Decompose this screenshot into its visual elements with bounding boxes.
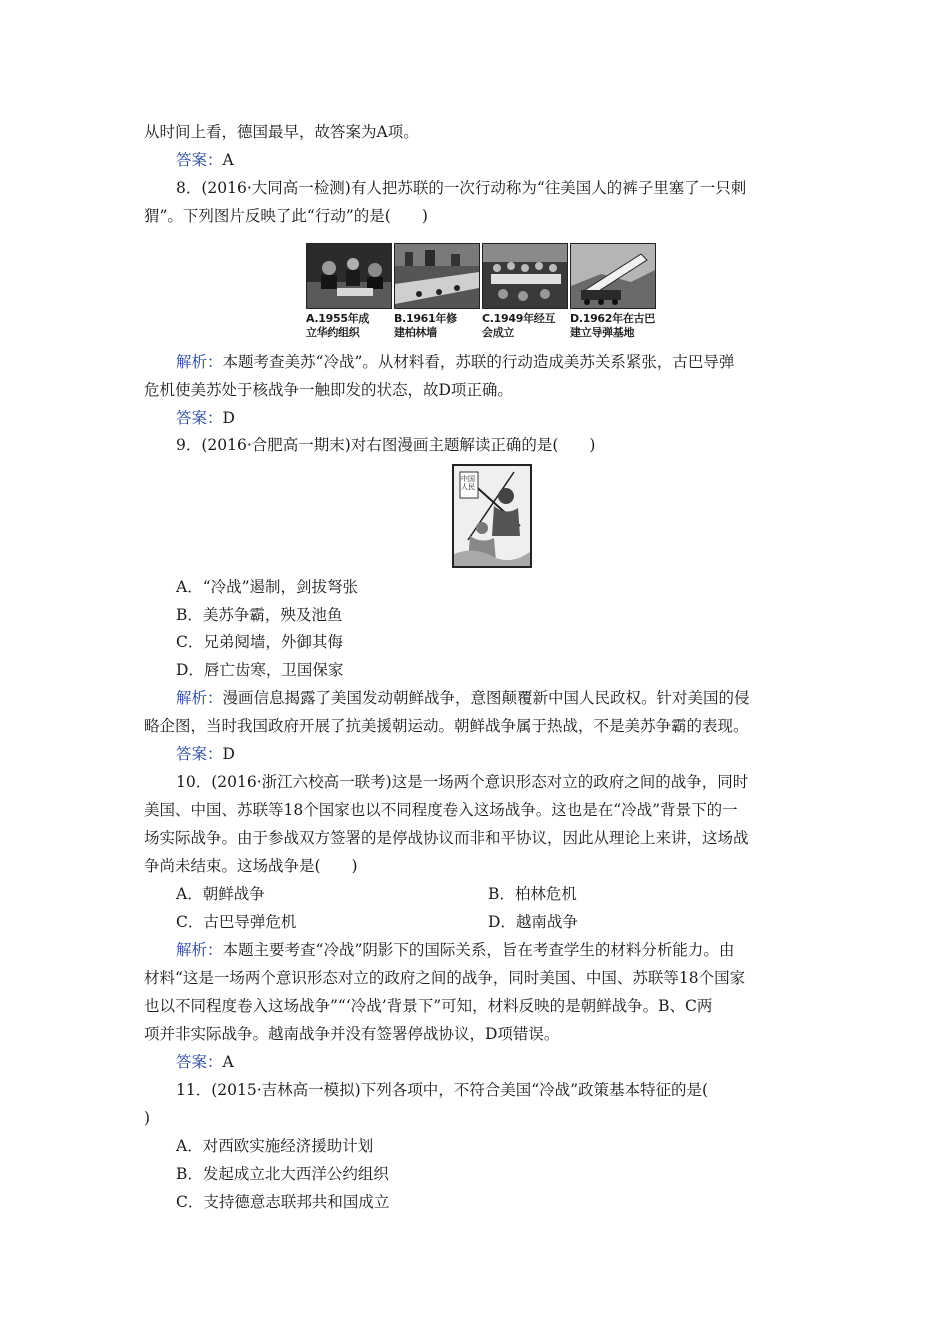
question-10-option-b: B．柏林危机 xyxy=(488,885,577,903)
answer-value: D xyxy=(222,745,235,763)
answer-label: 答案： xyxy=(176,1053,223,1071)
question-10-option-a: A．朝鲜战争 xyxy=(176,885,265,903)
photo-berlin-wall xyxy=(394,243,480,309)
explanation-8-line-1: 解析：本题考查美苏“冷战”。从材料看，苏联的行动造成美苏关系紧张，古巴导弹 xyxy=(176,353,735,371)
cartoon-label: 中国人民 xyxy=(461,475,475,491)
photo-missile-base xyxy=(570,243,656,309)
question-11-line-2: ) xyxy=(144,1109,151,1127)
photo-comecon xyxy=(482,243,568,309)
answer-value: D xyxy=(222,409,235,427)
figure-caption: D.1962年在古巴 建立导弹基地 xyxy=(570,312,655,339)
figure-b xyxy=(394,243,478,340)
explanation-10-line-4: 项并非实际战争。越南战争并没有签署停战协议，D项错误。 xyxy=(144,1025,560,1043)
question-10-option-d: D．越南战争 xyxy=(488,913,578,931)
explanation-label: 解析： xyxy=(176,689,223,707)
question-10-option-c: C．古巴导弹危机 xyxy=(176,913,297,931)
question-11-line-1: 11．(2015·吉林高一模拟)下列各项中，不符合美国“冷战”政策基本特征的是( xyxy=(176,1081,709,1099)
question-9-option-b: B．美苏争霸，殃及池鱼 xyxy=(176,606,343,624)
explanation-8-line-2: 危机使美苏处于核战争一触即发的状态，故D项正确。 xyxy=(144,381,513,399)
answer-9 xyxy=(176,744,235,764)
explanation-9-line-2: 略企图，当时我国政府开展了抗美援朝运动。朝鲜战争属于热战，不是美苏争霸的表现。 xyxy=(144,717,749,735)
answer-label: 答案： xyxy=(176,151,223,169)
question-10-line-3: 场实际战争。由于参战双方签署的是停战协议而非和平协议，因此从理论上来讲，这场战 xyxy=(144,829,749,847)
question-11-option-c: C．支持德意志联邦共和国成立 xyxy=(176,1193,390,1211)
figure-d xyxy=(570,243,654,340)
answer-10 xyxy=(176,1052,234,1072)
question-10-line-4: 争尚未结束。这场战争是( ) xyxy=(144,857,358,875)
figure-a xyxy=(306,243,390,340)
answer-7 xyxy=(176,150,234,170)
figure-caption: B.1961年修 建柏林墙 xyxy=(394,312,457,339)
answer-label: 答案： xyxy=(176,409,223,427)
explanation-10-line-3: 也以不同程度卷入这场战争”“‘冷战’背景下”可知，材料反映的是朝鲜战争。B、C两 xyxy=(144,997,713,1015)
figure-caption: C.1949年经互 会成立 xyxy=(482,312,556,339)
question-9: 9．(2016·合肥高一期末)对右图漫画主题解读正确的是( ) xyxy=(176,436,596,454)
question-8-figures xyxy=(306,243,655,343)
question-9-option-d: D．唇亡齿寒，卫国保家 xyxy=(176,661,344,679)
question-9-option-a: A．“冷战”遏制，剑拔弩张 xyxy=(176,578,359,596)
question-10-line-2: 美国、中国、苏联等18个国家也以不同程度卷入这场战争。这也是在“冷战”背景下的一 xyxy=(144,801,738,819)
question-8-line-2: 猬”。下列图片反映了此“行动”的是( ) xyxy=(144,207,428,225)
figure-c xyxy=(482,243,566,340)
question-9-option-c: C．兄弟阋墙，外御其侮 xyxy=(176,633,343,651)
photo-warsaw-pact xyxy=(306,243,392,309)
explanation-label: 解析： xyxy=(176,941,223,959)
answer-value: A xyxy=(222,1053,234,1071)
explanation-label: 解析： xyxy=(176,353,223,371)
answer-8 xyxy=(176,408,235,428)
explanation-10-line-1: 解析：本题主要考查“冷战”阴影下的国际关系，旨在考查学生的材料分析能力。由 xyxy=(176,941,735,959)
answer-label: 答案： xyxy=(176,745,223,763)
paragraph-line: 从时间上看，德国最早，故答案为A项。 xyxy=(144,123,419,141)
question-8-line-1: 8．(2016·大同高一检测)有人把苏联的一次行动称为“往美国人的裤子里塞了一只刺 xyxy=(176,179,747,197)
question-10-line-1: 10．(2016·浙江六校高一联考)这是一场两个意识形态对立的政府之间的战争，同时 xyxy=(176,773,749,791)
question-11-option-b: B．发起成立北大西洋公约组织 xyxy=(176,1165,389,1183)
question-11-option-a: A．对西欧实施经济援助计划 xyxy=(176,1137,374,1155)
figure-caption: A.1955年成 立华约组织 xyxy=(306,312,370,339)
question-9-cartoon xyxy=(452,464,532,568)
explanation-10-line-2: 材料“这是一场两个意识形态对立的政府之间的战争，同时美国、中国、苏联等18个国家 xyxy=(144,969,746,987)
explanation-9-line-1: 解析：漫画信息揭露了美国发动朝鲜战争，意图颠覆新中国人民政权。针对美国的侵 xyxy=(176,689,750,707)
answer-value: A xyxy=(222,151,234,169)
